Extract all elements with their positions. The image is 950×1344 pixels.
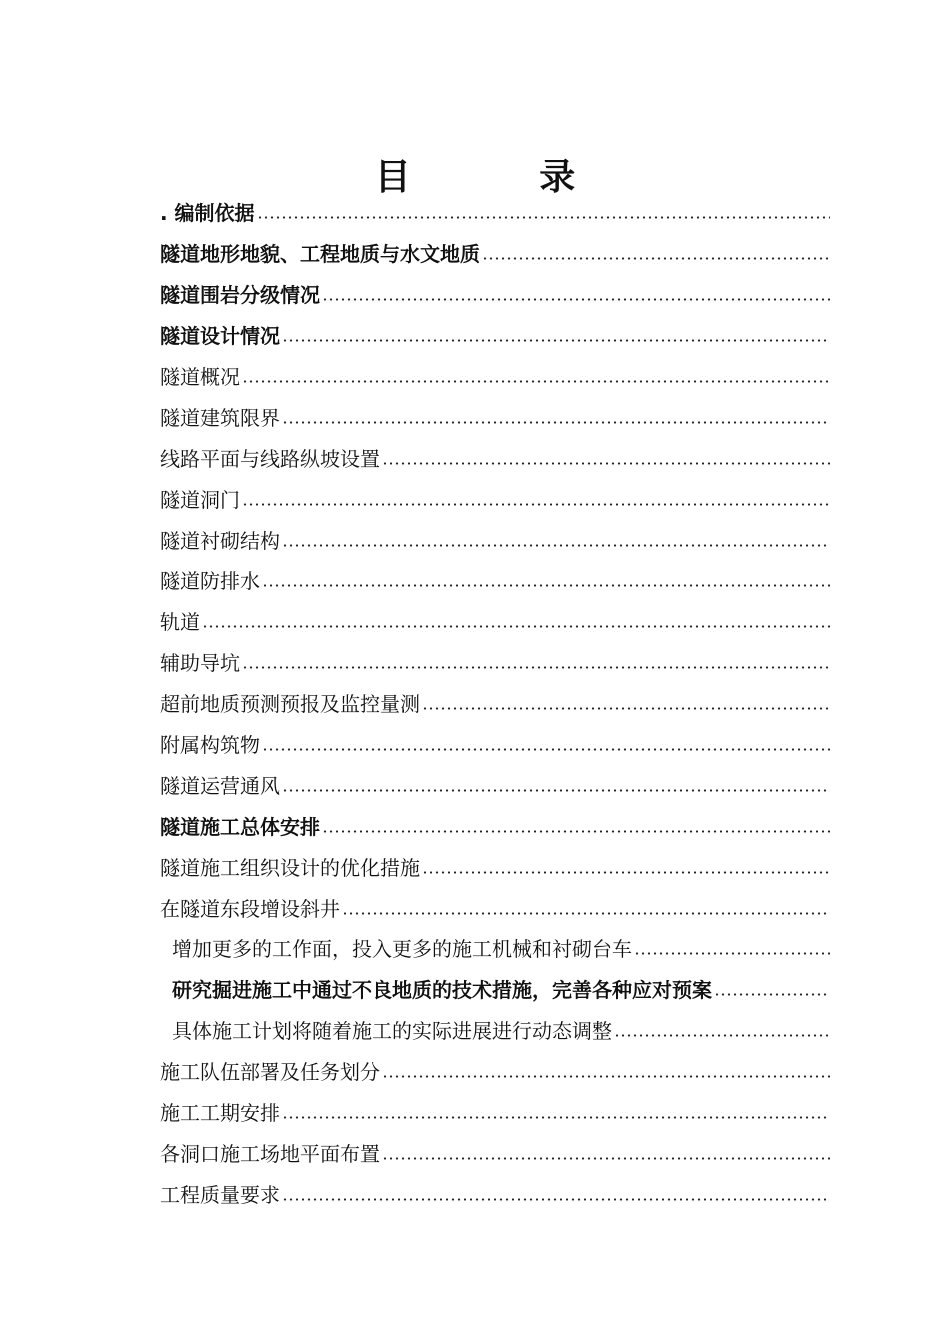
- toc-entry-text: 隧道防排水: [160, 569, 260, 594]
- toc-entry[interactable]: [160, 1052, 830, 1093]
- toc-entry-text: 隧道洞门: [160, 487, 240, 512]
- dot-leader: [282, 1187, 830, 1203]
- toc-entry-text: 研究掘进施工中通过不良地质的技术措施，完善各种应对预案: [172, 978, 712, 1003]
- toc-entry-text: 施工工期安排: [160, 1101, 280, 1126]
- dot-leader: [322, 287, 830, 303]
- toc-entry-text: 增加更多的工作面，投入更多的施工机械和衬砌台车: [172, 937, 632, 962]
- toc-entry[interactable]: [160, 520, 830, 561]
- dot-leader: [342, 901, 830, 917]
- toc-entry-text: 附属构筑物: [160, 733, 260, 758]
- dot-leader: [382, 451, 830, 467]
- dot-leader: [257, 205, 830, 221]
- dot-leader: [242, 655, 830, 671]
- table-of-contents: [160, 193, 830, 1215]
- toc-entry[interactable]: [160, 1174, 830, 1215]
- dot-leader: [282, 410, 830, 426]
- dot-leader: [242, 492, 830, 508]
- toc-entry-text: 隧道建筑限界: [160, 405, 280, 430]
- dot-leader: [282, 328, 830, 344]
- toc-entry-text: 隧道概况: [160, 365, 240, 389]
- dot-leader: [614, 1023, 830, 1039]
- toc-entry[interactable]: [160, 725, 830, 766]
- toc-entry-text: 超前地质预测预报及监控量测: [160, 692, 420, 717]
- toc-entry[interactable]: [160, 1093, 830, 1134]
- toc-entry[interactable]: [160, 438, 830, 479]
- toc-entry-text: 隧道施工总体安排: [160, 814, 320, 839]
- toc-entry-text: 线路平面与线路纵坡设置: [160, 446, 380, 471]
- toc-entry[interactable]: [160, 888, 830, 929]
- dot-leader: [382, 1146, 830, 1162]
- dot-leader: [282, 1105, 830, 1121]
- toc-entry[interactable]: [160, 684, 830, 725]
- dot-leader: [422, 860, 830, 876]
- toc-entry[interactable]: [160, 765, 830, 806]
- toc-entry[interactable]: [160, 929, 830, 970]
- toc-entry-text: . 编制依据: [160, 201, 255, 226]
- toc-entry-text: 在隧道东段增设斜井: [160, 896, 340, 921]
- toc-entry[interactable]: [160, 643, 830, 684]
- toc-entry[interactable]: [160, 561, 830, 602]
- toc-entry-text: 隧道地形地貌、工程地质与水文地质: [160, 242, 480, 267]
- toc-entry[interactable]: [160, 479, 830, 520]
- dot-leader: [282, 533, 830, 549]
- toc-entry[interactable]: [160, 602, 830, 643]
- dot-leader: [202, 614, 830, 630]
- toc-entry-text: 隧道设计情况: [160, 324, 280, 349]
- toc-entry[interactable]: [160, 316, 830, 357]
- toc-entry[interactable]: [160, 234, 830, 275]
- dot-leader: [634, 941, 830, 957]
- toc-entry[interactable]: [160, 193, 830, 234]
- toc-entry-text: 隧道运营通风: [160, 773, 280, 798]
- dot-leader: [482, 246, 830, 262]
- dot-leader: [714, 982, 830, 998]
- dot-leader: [242, 369, 830, 385]
- toc-entry[interactable]: [160, 357, 830, 398]
- dot-leader: [262, 737, 830, 753]
- toc-entry-text: 隧道施工组织设计的优化措施: [160, 855, 420, 880]
- dot-leader: [322, 819, 830, 835]
- toc-entry-text: 各洞口施工场地平面布置: [160, 1141, 380, 1166]
- dot-leader: [382, 1064, 830, 1080]
- toc-entry-text: 隧道衬砌结构: [160, 528, 280, 553]
- toc-title: 目 录: [374, 157, 634, 198]
- toc-entry[interactable]: [160, 397, 830, 438]
- toc-entry-text: 辅助导坑: [160, 651, 240, 676]
- toc-entry-text: 轨道: [160, 610, 200, 635]
- dot-leader: [282, 778, 830, 794]
- toc-entry[interactable]: [160, 847, 830, 888]
- toc-entry-text: 隧道围岩分级情况: [160, 283, 320, 308]
- toc-entry[interactable]: [160, 1133, 830, 1174]
- toc-entry-text: 工程质量要求: [160, 1182, 280, 1207]
- toc-entry[interactable]: [160, 275, 830, 316]
- toc-entry[interactable]: [160, 806, 830, 847]
- dot-leader: [422, 696, 830, 712]
- toc-entry[interactable]: [160, 970, 830, 1011]
- toc-entry-text: 具体施工计划将随着施工的实际进展进行动态调整: [172, 1019, 612, 1044]
- toc-entry[interactable]: [160, 1011, 830, 1052]
- dot-leader: [262, 573, 830, 589]
- toc-entry-text: 施工队伍部署及任务划分: [160, 1060, 380, 1085]
